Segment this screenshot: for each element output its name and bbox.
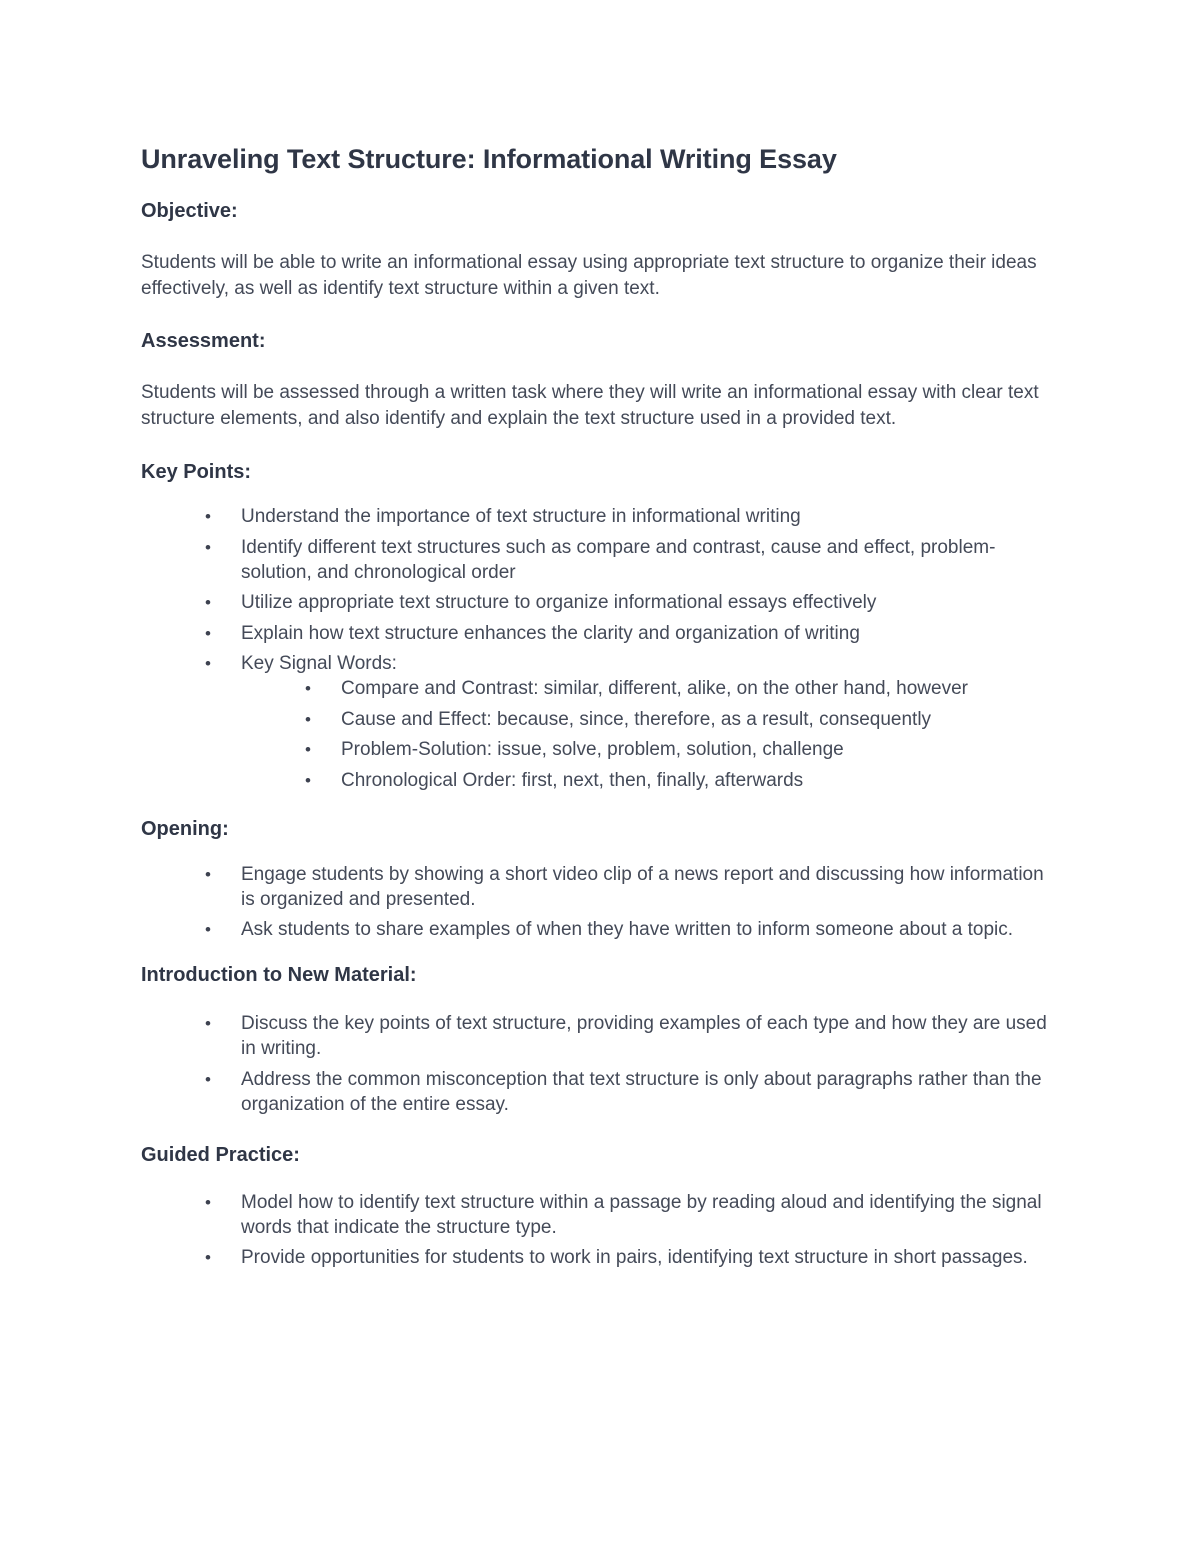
signal-words-text: Problem-Solution: issue, solve, problem, solution, challenge [341, 739, 844, 760]
signal-words-item [241, 768, 1061, 793]
list-item-text: Engage students by showing a short video clip of a news report and discussing how information is organized and presented. [241, 863, 1044, 910]
objective-text: Students will be able to write an informational essay using appropriate text structure to organize their ideas effectively, as well as identify text structure within a given text. [141, 252, 1037, 299]
list-item [141, 504, 1061, 529]
list-item [141, 1245, 1061, 1270]
list-item [141, 590, 1061, 615]
guided-practice-heading: Guided Practice: [141, 1143, 300, 1166]
objective-heading: Objective: [141, 200, 238, 222]
list-item-text: Key Signal Words: [241, 653, 397, 674]
bullet-icon: • [205, 1014, 211, 1033]
bullet-icon: • [205, 537, 211, 557]
list-item-text: Understand the importance of text structure in informational writing [241, 506, 801, 527]
signal-words-text: Compare and Contrast: similar, different, alike, on the other hand, however [341, 678, 968, 699]
bullet-icon: • [205, 1192, 211, 1212]
list-item-text: Model how to identify text structure within a passage by reading aloud and identifying the signal words that indicate the structure type. [241, 1191, 1042, 1238]
bullet-icon: • [205, 654, 211, 673]
signal-words-text: Cause and Effect: because, since, therefore, as a result, consequently [341, 708, 932, 730]
bullet-icon: • [205, 864, 211, 884]
document-title: Unraveling Text Structure: Informational Writing Essay [141, 144, 837, 174]
list-item-text: Utilize appropriate text structure to organize informational essays effectively [241, 592, 877, 613]
guided-practice-section [141, 1141, 1061, 1271]
signal-words-list [241, 676, 1061, 793]
list-item [141, 535, 1061, 585]
signal-words-item [241, 737, 1061, 762]
assessment-text: Students will be assessed through a written task where they will write an informational essay with clear text structure elements, and also identify and explain the text structure used in a provided text. [141, 382, 1039, 429]
list-item-text: Explain how text structure enhances the clarity and organization of writing [241, 622, 860, 644]
assessment-heading: Assessment: [141, 330, 266, 352]
list-item-text: Identify different text structures such as compare and contrast, cause and effect, problem-solution, and chronological order [241, 536, 996, 583]
list-item-text: Discuss the key points of text structure, providing examples of each type and how they are used in writing. [241, 1013, 1047, 1059]
key-points-list [141, 504, 1061, 793]
list-item [141, 621, 1061, 646]
bullet-icon: • [305, 679, 311, 698]
bullet-icon: • [205, 920, 211, 939]
signal-words-item [241, 707, 1061, 732]
key-points-section [141, 458, 1061, 793]
list-item [141, 917, 1061, 942]
bullet-icon: • [205, 623, 211, 643]
intro-material-list [141, 1011, 1061, 1117]
bullet-icon: • [205, 507, 211, 526]
opening-heading: Opening: [141, 817, 229, 840]
bullet-icon: • [205, 593, 211, 612]
bullet-icon: • [205, 1069, 211, 1089]
list-item-text: Provide opportunities for students to work in pairs, identifying text structure in short passages. [241, 1247, 1028, 1268]
list-item [141, 1190, 1061, 1240]
document-page [141, 140, 1061, 1276]
list-item [141, 862, 1061, 912]
list-item [141, 1067, 1061, 1117]
list-item-text: Address the common misconception that text structure is only about paragraphs rather than the organization of the entire essay. [241, 1068, 1042, 1115]
signal-words-text: Chronological Order: first, next, then, finally, afterwards [341, 769, 804, 791]
assessment-section [141, 327, 1061, 431]
intro-material-heading: Introduction to New Material: [141, 964, 417, 986]
bullet-icon: • [205, 1248, 211, 1267]
guided-practice-list [141, 1190, 1061, 1271]
list-item-text: Ask students to share examples of when they have written to inform someone about a topic. [241, 919, 1014, 940]
objective-section [141, 197, 1061, 301]
list-item [141, 651, 1061, 793]
bullet-icon: • [305, 709, 311, 729]
intro-material-section [141, 961, 1061, 1117]
opening-list [141, 862, 1061, 943]
bullet-icon: • [305, 740, 311, 759]
opening-section [141, 815, 1061, 943]
list-item [141, 1011, 1061, 1061]
signal-words-item [241, 676, 1061, 701]
bullet-icon: • [305, 770, 311, 790]
key-points-heading: Key Points: [141, 461, 252, 483]
